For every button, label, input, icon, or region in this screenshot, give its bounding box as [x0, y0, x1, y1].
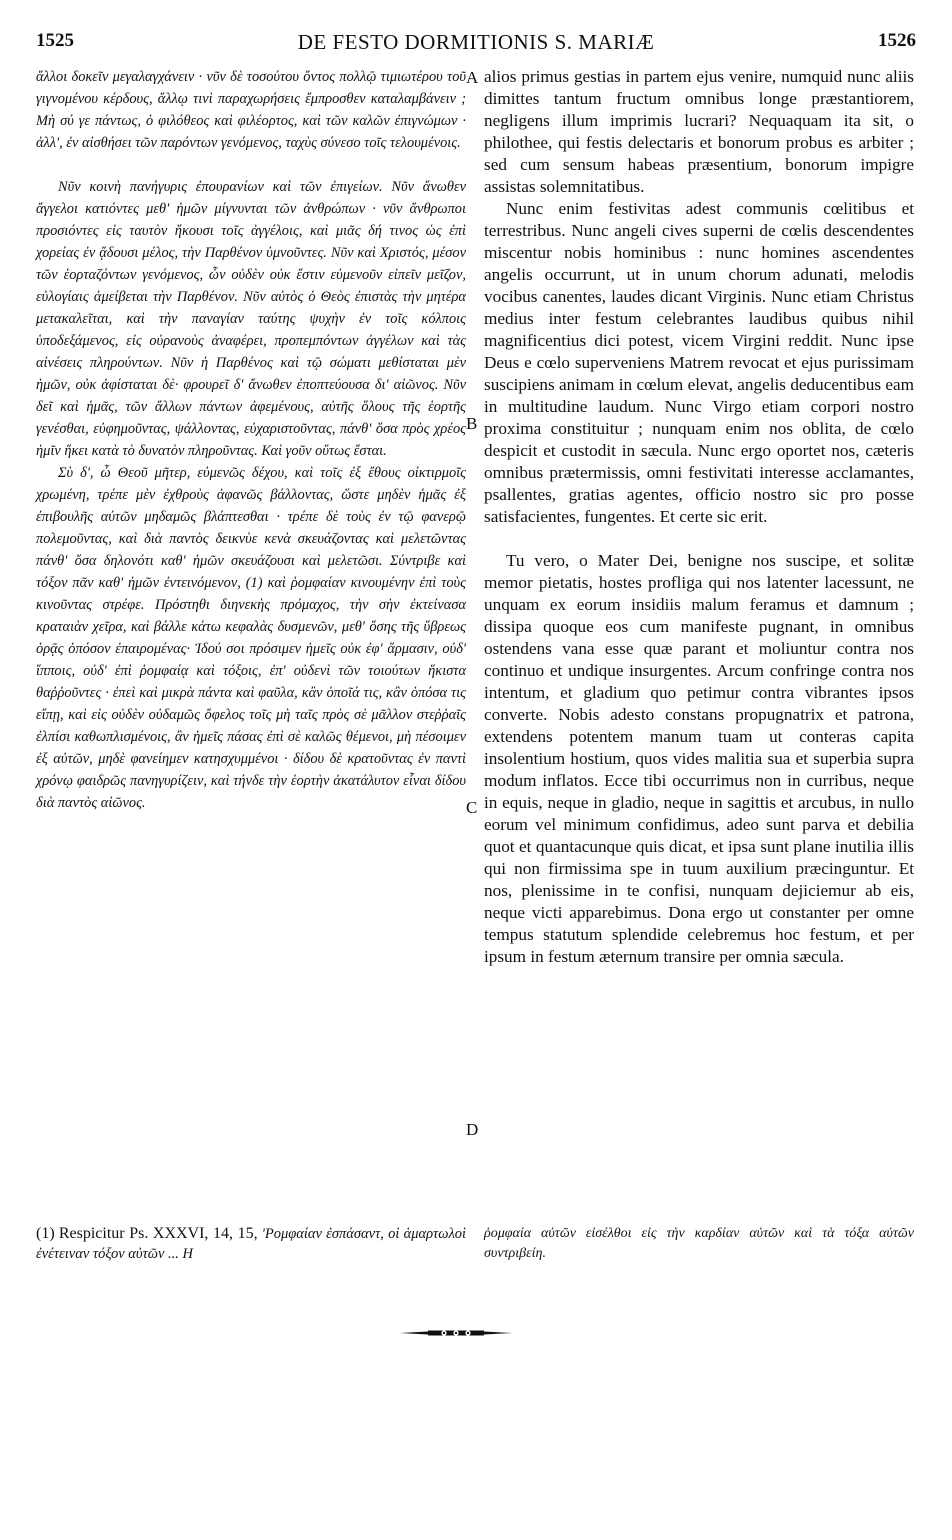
page-header	[0, 30, 952, 64]
section-marker-b: B	[466, 414, 478, 433]
footnote-mark: (1)	[36, 1225, 55, 1242]
running-title: DE FESTO DORMITIONIS S. MARIÆ	[297, 30, 655, 54]
greek-paragraph-3: Σὺ δ', ὦ Θεοῦ μῆτερ, εὐμενῶς δέχου, καὶ τοῖς ἐξ ἔθους οἰκτιρμοῖς χρωμένη, τρέπε μὲν ἐχθροὺς ἀφανῶς βάλλοντας, ὥστε μηδὲν ἡμᾶς ἐξ ἐπιβουλῆς αὐτῶν μηδαμῶς βλάπτεσθαι · τρέπε δὲ τοὺς ἐν τῷ φανερῷ πολεμοῦντας, καὶ διὰ παντὸς δεικνὺε κενὰ σκευάζοντας καὶ μελετῶντας πάνθ' ὅσα δηλονότι καθ' ἡμῶν σκευάζουσι καὶ μελετῶσι. Σύντριβε καὶ τόξον πᾶν καθ' ἡμῶν ἐντεινόμενον, (1) καὶ ῥομφαίαν κινουμένην ἐπὶ τοὺς κινοῦντας στρέφε. Πρόστηθι διηνεκὴς πρόμαχος, τὴν σὴν ἐκτείνασα κραταιὰν χεῖρα, καὶ βάλλε κάτω κεφαλὰς δυσμενῶν, μεθ' ὅσης τῆς ὕβρεως ὁρᾷς ὁπόσον ἐπαιρομένας· Ἰδού σοι πρόσιμεν ἡμεῖς οὐκ ἐφ' ἅρμασιν, οὐδ' ἵπποις, οὐδ' ἐπὶ ῥομφαίᾳ καὶ τόξοις, ἐπ' οὐδενὶ τῶν τοιούτων ἥκιστα θαῤῥοῦντες · ἐπεὶ καὶ μικρὰ πάντα καὶ φαῦλα, κἂν ὁποῖά τις, κἂν ὁπόσα τις εἴπῃ, καὶ εἰς οὐδὲν οὐδαμῶς ὄφελος τοῖς μὴ ταῖς πρὸς σὲ μᾶλλον στεῤῥαῖς ἐλπίσι καθωπλισμένοις, ἂν ἡμεῖς πάσας ἐπὶ σὲ καλῶς θέμενοι, μὴ πέσοιμεν ἐξ αὐτῶν, μηδὲ φανείημεν κατησχυμμένοι · δίδου δὲ κρατοῦντας ἐν παντὶ χρόνῳ φαιδρῶς πανηγυρίζειν, καὶ τήνδε τὴν ἑορτὴν ἀκατάλυτον εἶναι δίδου διὰ παντὸς αἰῶνος.	[36, 465, 466, 811]
section-marker-a: A	[466, 68, 479, 87]
latin-paragraph-1: alios primus gestias in partem ejus venire, numquid nunc aliis dimittes tantum fructum omnibus longe præstantiorem, negligens illum imprimis lucrari? Nequaquam ita sit, o philothee, qui festis delectaris et bonorum probus es arbiter ; sed cum sensum habeas præsentium, bonorum impigre assistas solemnitatibus.	[484, 67, 914, 196]
footnote-reference: Respicitur Ps. XXXVI, 14, 15,	[58, 1225, 258, 1242]
paragraph-gap	[36, 154, 466, 176]
section-marker-c: C	[466, 798, 478, 817]
footnote-greek-left: 'Ρομφαίαν ἐσπάσαντ, οἱ ἁμαρτωλοὶ ἐνέτειναν τόξον αὐτῶν ... Η	[36, 1226, 467, 1262]
greek-paragraph-1: ἄλλοι δοκεῖν μεγαλαγχάνειν · νῦν δὲ τοσούτου ὄντος πολλῷ τιμιωτέρου τοῦ γιγνομένου κέρδους, ἄλλῳ τινὶ παραχωρήσεις ἔμπροσθεν καταλαμβάνειν ; Μὴ σύ γε πάντως, ὁ φιλόθεος καὶ φιλέορτος, καὶ τῶν καλῶν ἐπιγνώμων · ἀλλ', ἐν αἰσθήσει τῶν παρόντων γενόμενος, ταχὺς σύνεσο τοῖς τελουμένοις.	[36, 69, 466, 151]
section-marker-d: D	[466, 1120, 479, 1139]
end-ornament	[400, 1327, 512, 1339]
latin-column	[484, 66, 914, 968]
greek-column	[36, 66, 466, 814]
footnote-left	[36, 1224, 466, 1264]
footnote-greek-right: ῥομφαία αὐτῶν εἰσέλθοι εἰς τὴν καρδίαν αὐτῶν καὶ τὰ τόξα αὐτῶν συντριβείη.	[484, 1226, 914, 1261]
latin-paragraph-3: Tu vero, o Mater Dei, benigne nos suscipe, et solitæ memor pietatis, hostes profliga qui nos latenter lacessunt, ne unquam ex eorum insidiis malum feramus et damnum ; dissipa quoque eos cum manifeste pugnant, in omnibus ostendens vana esse quæ parant et moliuntur contra nos continuo et undique insurgentes. Arcum confringe contra nos intentum, et gladium quo petimur contra vibrantes ipsos converte. Nobis adesto constans propugnatrix et patrona, extendens potentem manum tuam ut conteras capita insolentium hostium, quos vides malitia sua et superbia supra modum inflatos. Ecce tibi occurrimus non in curribus, neque in equis, neque in gladio, neque in sagittis et arcubus, in nullo eorum vel minimum confidimus, adeo sunt parva et debilia quot et quantacunque quis dicat, et ipsa sunt plane inutilia illis qui non firmissima spe in tuum auxilium præcinguntur. Et nos, plenissime in te confisi, nunquam dejiciemur ab eis, neque victi apparebimus. Dona ergo ut constanter per omne tempus statutum splendide celebremus hoc festum, et per ipsum in festum æternum transire per omnia sæcula.	[484, 551, 914, 966]
page-number-left: 1525	[36, 30, 74, 51]
paragraph-gap	[484, 528, 914, 550]
greek-paragraph-2: Νῦν κοινὴ πανήγυρις ἐπουρανίων καὶ τῶν ἐπιγείων. Νῦν ἄνωθεν ἄγγελοι κατιόντες μεθ' ἡμῶν μίγνυνται τῶν ἀνθρώπων · νῦν ἄνθρωποι προσιόντες εἰς ταυτὸν ἥκουσι τοῖς ἀγγέλοις, καὶ μιᾶς δή τινος ὡς ἐπὶ χορείας ἐν ᾄδουσι μέλος, τὴν Παρθένον ὑμνοῦντες. Νῦν καὶ Χριστός, μέσον τῶν ἑορταζόντων γενόμενος, ὧν οὐδὲν οὐκ ἔστιν εὐμενοῦν εἰπεῖν μεῖζον, εὐλογίαις ἀμείβεται τὴν Παρθένον. Νῦν αὐτὸς ὁ Θεὸς ἐπιστὰς τὴν μητέρα μετακαλεῖται, καὶ τὴν παναγίαν ταύτης ψυχὴν ἐν τοῖς κόλποις ὑποδεξάμενος, εἰς οὐρανοὺς ἀναφέρει, προπεμπόντων ἀγγέλων καὶ τὰς αἰνέσεις πληρούντων. Νῦν ἡ Παρθένος καὶ τῷ σώματι μεθίσταται μὲν ἡμῶν, οὐκ ἀφίσταται δὲ· φρουρεῖ δ' ἄνωθεν ἐποπτεύουσα δι' αἰῶνος. Νῦν δεῖ καὶ ἡμᾶς, τῶν ἄλλων πάντων ἀφεμένους, αὐτῆς ὅλους τῆς ἑορτῆς γενέσθαι, εὐφημοῦντας, ψάλλοντας, εὐχαριστοῦντας, πάνθ' ὅσα πρὸς χρέος ἡμῖν ἥκει κατὰ τὸ δυνατὸν πληροῦντας. Καὶ γοῦν οὕτως ἔσται.	[36, 179, 466, 459]
page-number-right: 1526	[878, 30, 916, 51]
latin-paragraph-2: Nunc enim festivitas adest communis cœlitibus et terrestribus. Nunc angeli cives superni de cœlis descendentes miscentur nobis hominibus : nunc homines ascendentes angelis occurrunt, ut in unum chorum adunati, melodis vocibus canentes, laudes dicant Virginis. Nunc etiam Christus medius inter festum celebrantes laudibus quibus nihil magnificentius dici potest, vicem Virgini reddit. Nunc ipse Deus e cœlo superveniens Matrem revocat et ejus purissimam suscipiens animam in cœlum elevat, angelis deducentibus eam in multitudine laudum. Nunc Virgo etiam corpori nostro proxima constituitur ; nunquam enim nos oblita, de cœlo despicit et custodit in sæcula. Nunc ergo oportet nos, cæteris omnibus prætermissis, omni festivitati interesse acclamantes, psallentes, gratias agentes, officio nostro sic pro posse satisfacientes, fungentes. Et certe sic erit.	[484, 199, 914, 526]
